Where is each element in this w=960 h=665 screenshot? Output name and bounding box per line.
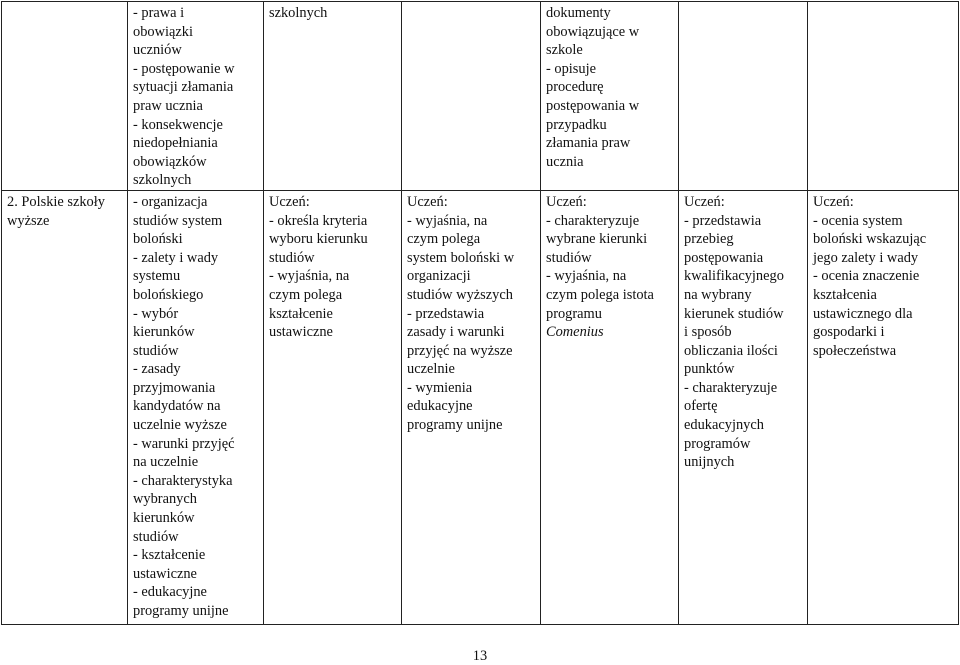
cell-level-4-requirements: Uczeń: - przedstawia przebieg postępowania kwalifikacyjnego na wybrany kierunek studiów i sposób obliczania ilości punktów - charakteryzuje ofertę edukacyjnych programów unijnych (679, 190, 808, 624)
cell-level-1-continuation: szkolnych (264, 2, 402, 191)
cell-level-2-continuation (402, 2, 541, 191)
level-3-text: Uczeń: - charakteryzuje wybrane kierunki studiów - wyjaśnia, na czym polega istota programu (546, 193, 654, 322)
cell-content-list: - organizacja studiów system boloński - zalety i wady systemu bolońskiego - wybór kierunków studiów - zasady przyjmowania kandydatów na uczelnie wyższe - warunki przyjęć na uczelnie - charakterystyka wybranych kierunków studiów - kształcenie ustawiczne - edukacyjne programy unijne (128, 190, 264, 624)
cell-level-5-requirements: Uczeń: - ocenia system boloński wskazując jego zalety i wady - ocenia znaczenie kształcenia ustawicznego dla gospodarki i społeczeństwa (808, 190, 959, 624)
cell-level-3-requirements (541, 190, 679, 624)
cell-content-continuation: - prawa i obowiązki uczniów - postępowanie w sytuacji złamania praw ucznia - konsekwencje niedopełniania obowiązków szkolnych (128, 2, 264, 191)
cell-level-2-requirements: Uczeń: - wyjaśnia, na czym polega system boloński w organizacji studiów wyższych - przedstawia zasady i warunki przyjęć na wyższe uczelnie - wymienia edukacyjne programy unijne (402, 190, 541, 624)
cell-level-5-continuation (808, 2, 959, 191)
cell-topic-empty (2, 2, 128, 191)
cell-level-1-requirements: Uczeń: - określa kryteria wyboru kierunku studiów - wyjaśnia, na czym polega kształcenie ustawiczne (264, 190, 402, 624)
cell-level-4-continuation (679, 2, 808, 191)
page-number: 13 (472, 648, 488, 664)
table-row-continuation (2, 2, 959, 191)
cell-level-3-continuation: dokumenty obowiązujące w szkole - opisuje procedurę postępowania w przypadku złamania praw ucznia (541, 2, 679, 191)
curriculum-table (1, 1, 959, 625)
table-row-polskie-szkoly-wyzsze (2, 190, 959, 624)
program-name-comenius: Comenius (546, 324, 604, 341)
cell-topic-title: 2. Polskie szkoły wyższe (2, 190, 128, 624)
